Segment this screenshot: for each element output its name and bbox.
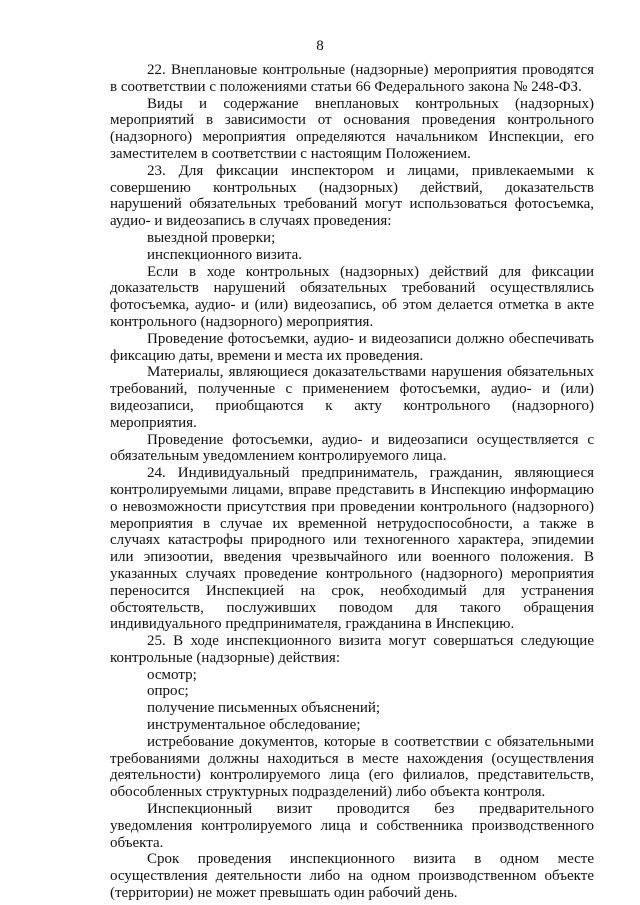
list-item-onsite-inspection: выездной проверки; — [147, 229, 276, 246]
paragraph-materials: Материалы, являющиеся доказательствами нарушения обязательных требований, полученные с применением фотосъемки, аудио- и (или) видеозаписи, приобщаются к акту контрольного (надзорного) мероприятия. — [110, 364, 594, 431]
paragraph-25: 25. В ходе инспекционного визита могут совершаться следующие контрольные (надзорные) действия: — [110, 633, 594, 666]
list-item-survey: опрос; — [147, 683, 189, 700]
paragraph-notification: Проведение фотосъемки, аудио- и видеозаписи осуществляется с обязательным уведомлением контролируемого лица. — [110, 431, 594, 465]
paragraph-24: 24. Индивидуальный предприниматель, гражданин, являющиеся контролируемыми лицами, вправе представить в Инспекцию информацию о невозможности присутствия при проведении контрольного (надзорного) мероприятия в случае их временной нетрудоспособности, а также в случаях катастрофы природного или техногенного характера, эпидемии или эпизоотии, введения чрезвычайного или военного положения. В указанных случаях проведение контрольного (надзорного) мероприятия переносится Инспекцией на срок, необходимый для устранения обстоятельств, послуживших поводом для такого обращения индивидуального предпринимателя, гражданина в Инспекцию. — [110, 465, 594, 633]
paragraph-visit-duration: Срок проведения инспекционного визита в одном месте осуществления деятельности либо на одном производственном объекте (территории) не может превышать один рабочий день. — [110, 851, 594, 902]
paragraph-22: 22. Внеплановые контрольные (надзорные) мероприятия проводятся в соответствии с положениями статьи 66 Федерального закона № 248-ФЗ. — [110, 62, 594, 95]
paragraph-visit-without-notice: Инспекционный визит проводится без предварительного уведомления контролируемого лица и собственника производственного объекта. — [110, 801, 594, 851]
page-number: 8 — [316, 38, 324, 54]
paragraph-recording-date: Проведение фотосъемки, аудио- и видеозаписи должно обеспечивать фиксацию даты, времени и места их проведения. — [110, 330, 594, 364]
list-item-document-request: истребование документов, которые в соответствии с обязательными требованиями должны находиться в месте нахождения (осуществления деятельности) контролируемого лица (его филиалов, представительств, обособленных структурных подразделений) либо объекта контроля. — [110, 733, 594, 801]
list-item-inspection-visit: инспекционного визита. — [147, 246, 303, 263]
paragraph-23: 23. Для фиксации инспектором и лицами, привлекаемыми к совершению контрольных (надзорных) действий, доказательств нарушений обязательных требований могут использоваться фотосъемка, аудио- и видеозапись в случаях проведения: — [110, 162, 594, 230]
paragraph-unscheduled-types: Виды и содержание внеплановых контрольных (надзорных) мероприятий в зависимости от основания проведения контрольного (надзорного) мероприятия определяются начальником Инспекции, его заместителем в соответствии с настоящим Положением. — [110, 95, 594, 162]
list-item-examination: осмотр; — [147, 666, 197, 683]
document-body — [110, 62, 594, 902]
paragraph-evidence-mark: Если в ходе контрольных (надзорных) действий для фиксации доказательств нарушений обязательных требований осуществлялись фотосъемка, аудио- и (или) видеозапись, об этом делается отметка в акте контрольного (надзорного) мероприятия. — [110, 263, 594, 330]
list-item-written-explanations: получение письменных объяснений; — [147, 700, 381, 717]
list-item-instrumental-examination: инструментальное обследование; — [147, 717, 361, 734]
